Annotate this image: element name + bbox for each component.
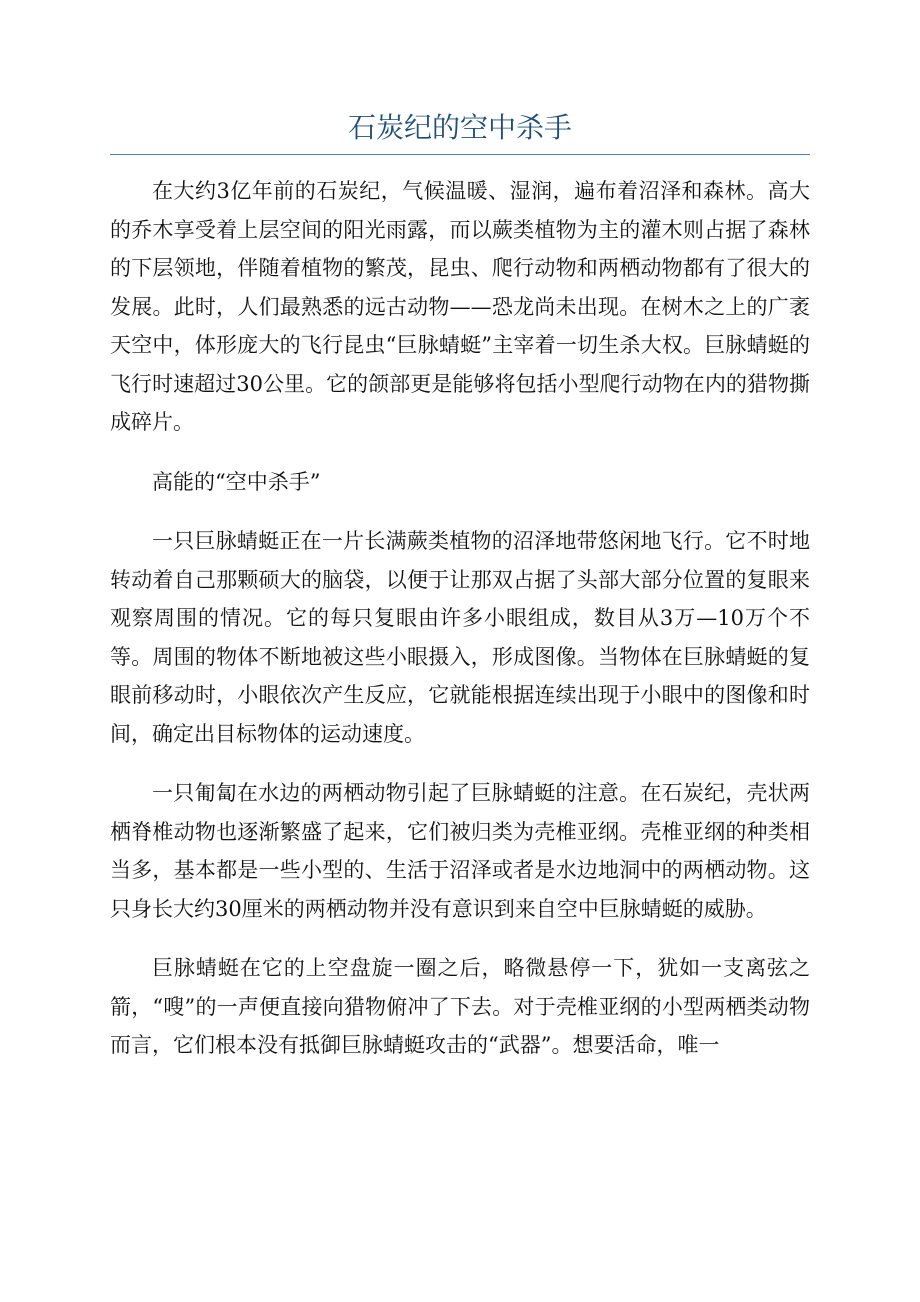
paragraph-compound-eyes: 一只巨脉蜻蜓正在一片长满蕨类植物的沼泽地带悠闲地飞行。它不时地转动着自己那颗硕大的脑袋，以便于让那双占据了头部大部分位置的复眼来观察周围的情况。它的每只复眼由许多小眼组成，数目从3万—10万个不等。周围的物体不断地被这些小眼摄入，形成图像。当物体在巨脉蜻蜓的复眼前移动时，小眼依次产生反应，它就能根据连续出现于小眼中的图像和时间，确定出目标物体的运动速度。	[110, 529, 810, 746]
document-title: 石炭纪的空中杀手	[347, 111, 572, 144]
document-body	[110, 172, 810, 1086]
paragraph-intro: 在大约3亿年前的石炭纪，气候温暖、湿润，遍布着沼泽和森林。高大的乔木享受着上层空间的阳光雨露，而以蕨类植物为主的灌木则占据了森林的下层领地，伴随着植物的繁茂，昆虫、爬行动物和两栖动物都有了很大的发展。此时，人们最熟悉的远古动物——恐龙尚未出现。在树木之上的广袤天空中，体形庞大的飞行昆虫“巨脉蜻蜓”主宰着一切生杀大权。巨脉蜻蜓的飞行时速超过30公里。它的颌部更是能够将包括小型爬行动物在内的猎物撕成碎片。	[110, 179, 810, 434]
title-underline	[110, 154, 810, 155]
section-heading: 高能的“空中杀手”	[152, 469, 321, 494]
paragraph-attack: 巨脉蜻蜓在它的上空盘旋一圈之后，略微悬停一下，犹如一支离弦之箭，“嗖”的一声便直接向猎物俯冲了下去。对于壳椎亚纲的小型两栖类动物而言，它们根本没有抵御巨脉蜻蜓攻击的“武器”。想要活命，唯一	[110, 956, 810, 1057]
paragraph-amphibian: 一只匍匐在水边的两栖动物引起了巨脉蜻蜓的注意。在石炭纪，壳状两栖脊椎动物也逐渐繁盛了起来，它们被归类为壳椎亚纲。壳椎亚纲的种类相当多，基本都是一些小型的、生活于沼泽或者是水边地洞中的两栖动物。这只身长大约30厘米的两栖动物并没有意识到来自空中巨脉蜻蜓的威胁。	[110, 781, 810, 921]
